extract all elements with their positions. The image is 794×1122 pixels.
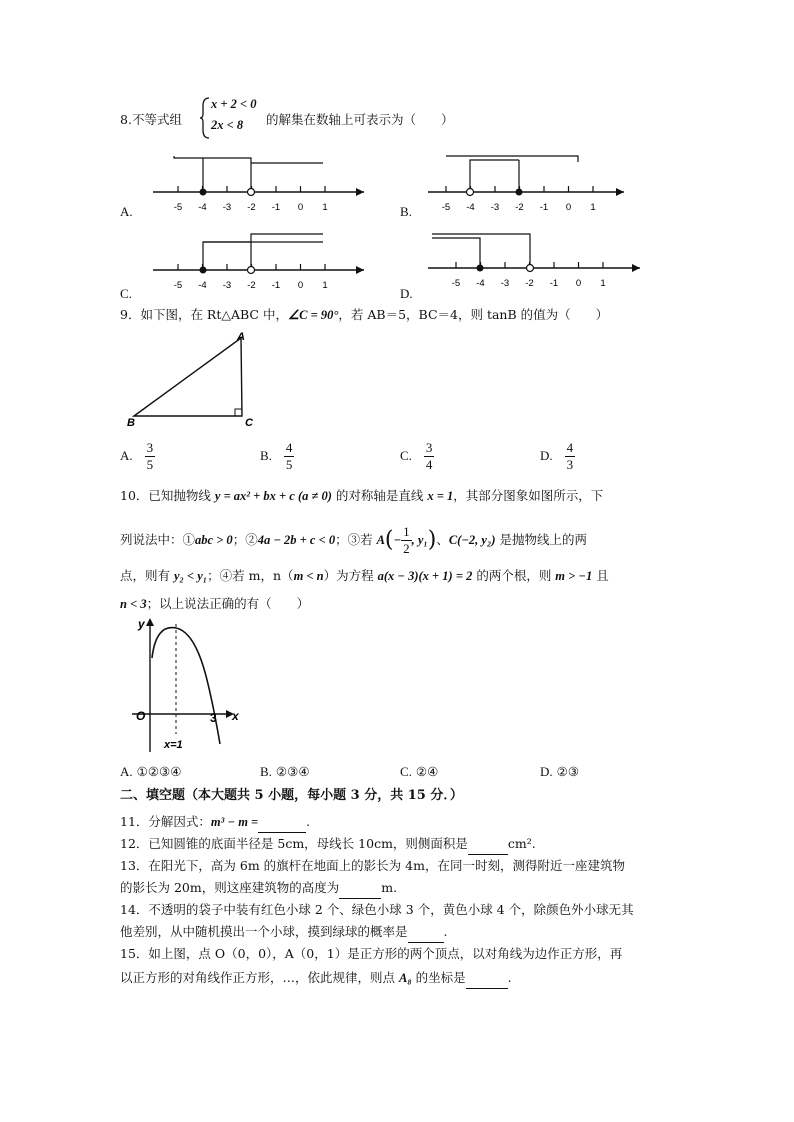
numberline-b-axis [428, 188, 624, 196]
answer-blank[interactable] [258, 812, 306, 833]
q8-stem: 8.不等式组 [120, 112, 182, 127]
q9-option-a[interactable]: A. $\frac{3}{5}$ [120, 440, 154, 472]
tick-label: -1 [271, 280, 281, 291]
vertex-c-label: C [245, 417, 253, 429]
numberline-c-solution [200, 234, 324, 274]
numberline-c-axis [153, 266, 364, 274]
tick-label: 1 [590, 202, 596, 213]
section-2-title: 二、填空题（本大题共 5 小题，每小题 3 分，共 15 分．） [120, 788, 463, 803]
x-axis-label: x [232, 709, 239, 723]
tick-label: -3 [222, 280, 232, 291]
q14-line-2: 他差别，从中随机摸出一个小球，摸到绿球的概率是 . [120, 922, 448, 943]
q8-system [199, 96, 269, 140]
right-angle-mark [235, 409, 242, 416]
numberline-d [418, 228, 678, 298]
tick-label: -1 [549, 278, 559, 289]
q10-option-d[interactable]: D. ②③ [540, 764, 580, 779]
tick-label: -1 [271, 202, 281, 213]
q8-option-b[interactable]: B. [400, 204, 412, 219]
answer-blank[interactable] [468, 834, 508, 855]
y-axis [146, 618, 154, 752]
q9-option-c[interactable]: C. $\frac{3}{4}$ [400, 440, 433, 472]
answer-blank[interactable] [466, 968, 508, 989]
q13-line-1: 13．在阳光下，高为 6m 的旗杆在地面上的影长为 4m，在同一时刻，测得附近一座建筑物 [120, 858, 625, 873]
q8-ineq-1: x + 2 < 0 [211, 97, 257, 111]
tick-label: -5 [441, 202, 451, 213]
q8-ineq-2: 2x < 8 [211, 118, 244, 132]
tick-label: 0 [575, 278, 582, 289]
x-axis [132, 710, 234, 718]
tick-label: -2 [525, 278, 534, 289]
tick-label: 1 [322, 202, 328, 213]
q8-option-d[interactable]: D. [400, 286, 413, 301]
numberline-a [118, 148, 378, 223]
origin-label: O [136, 709, 146, 723]
q10-graph [126, 614, 256, 759]
q9-option-b[interactable]: B. $\frac{4}{5}$ [260, 440, 293, 472]
tick-label: 1 [322, 280, 328, 291]
q8-option-c[interactable]: C. [120, 286, 132, 301]
fraction: $\frac{4}{3}$ [566, 440, 574, 472]
fraction: $\frac{3}{4}$ [425, 440, 433, 472]
tick-label: -4 [466, 202, 475, 213]
tick-label: -2 [247, 280, 256, 291]
q9-triangle [120, 330, 270, 430]
q10-option-c[interactable]: C. ②④ [400, 764, 439, 779]
q12: 12．已知圆锥的底面半径是 5cm，母线长 10cm，则侧面积是 cm². [120, 834, 536, 855]
vertex-b-label: B [127, 417, 135, 429]
tick-label: 0 [297, 202, 304, 213]
tick-label: 0 [565, 202, 572, 213]
q8-option-a[interactable]: A. [120, 204, 133, 219]
q10-line-3: 点，则有 y₂ < y₁；④若 m，n（m < n）为方程 a(x − 3)(x + 1) = 2 的两个根，则 m > −1 且 [120, 568, 609, 583]
numberline-b [418, 148, 678, 223]
q11: 11．分解因式：m³ − m = . [120, 812, 310, 833]
numberline-a-axis [153, 188, 364, 196]
tick-label: -2 [247, 202, 256, 213]
tick-label: -4 [198, 280, 207, 291]
answer-blank[interactable] [408, 922, 444, 943]
tick-label: -5 [451, 278, 461, 289]
q8-stem-tail: 的解集在数轴上可表示为（ ） [266, 112, 454, 127]
tick-label: -3 [490, 202, 500, 213]
q15-line-1: 15．如上图，点 O（0，0），A（0，1）是正方形的两个顶点，以对角线为边作正方形，再 [120, 946, 623, 961]
fraction: $\frac{4}{5}$ [285, 440, 293, 472]
numberline-d-solution [432, 234, 534, 272]
tick-label: -3 [500, 278, 510, 289]
numberline-b-solution [446, 156, 578, 196]
q10-line-4: n < 3；以上说法正确的有（ ） [120, 596, 310, 611]
q10-option-a[interactable]: A. ①②③④ [120, 764, 182, 779]
tick-label: -3 [222, 202, 232, 213]
y-axis-label: y [138, 617, 145, 631]
q9-stem: 9．如下图，在 Rt△ABC 中，∠C = 90°，若 AB＝5，BC＝4，则 tanB 的值为（ ） [120, 307, 609, 322]
q13-line-2: 的影长为 20m，则这座建筑物的高度为 m. [120, 878, 397, 899]
tick-label: -5 [173, 280, 183, 291]
fraction: $\frac{3}{5}$ [146, 440, 154, 472]
q15-line-2: 以正方形的对角线作正方形，…，依此规律，则点 A₈ 的坐标是 . [120, 968, 512, 989]
q10-line-1: 10．已知抛物线 y = ax² + bx + c (a ≠ 0) 的对称轴是直线 x = 1，其部分图象如图所示，下 [120, 488, 604, 503]
numberline-c [118, 228, 378, 298]
q14-line-1: 14．不透明的袋子中装有红色小球 2 个、绿色小球 3 个，黄色小球 4 个，除颜色外小球无其 [120, 902, 634, 917]
q10-line-2: 列说法中：①abc > 0；②4a − 2b + c < 0；③若 A(− $\frac{1}{2}$ , y₁)、C(−2, y₂) 是抛物线上的两 [120, 524, 587, 556]
tick-label: -4 [198, 202, 207, 213]
triangle-abc [134, 338, 242, 416]
root-label: 3 [210, 711, 217, 725]
parabola-curve [152, 628, 220, 744]
answer-blank[interactable] [339, 878, 381, 899]
q10-option-b[interactable]: B. ②③④ [260, 764, 310, 779]
tick-label: -5 [173, 202, 183, 213]
tick-label: -2 [515, 202, 524, 213]
tick-label: 1 [600, 278, 606, 289]
symmetry-label: x=1 [164, 739, 183, 751]
q9-option-d[interactable]: D. $\frac{4}{3}$ [540, 440, 574, 472]
tick-label: -1 [539, 202, 549, 213]
tick-label: 0 [297, 280, 304, 291]
vertex-a-label: A [237, 331, 245, 343]
brace-icon [199, 96, 211, 140]
tick-label: -4 [476, 278, 485, 289]
fraction: $\frac{1}{2}$ [403, 524, 410, 556]
